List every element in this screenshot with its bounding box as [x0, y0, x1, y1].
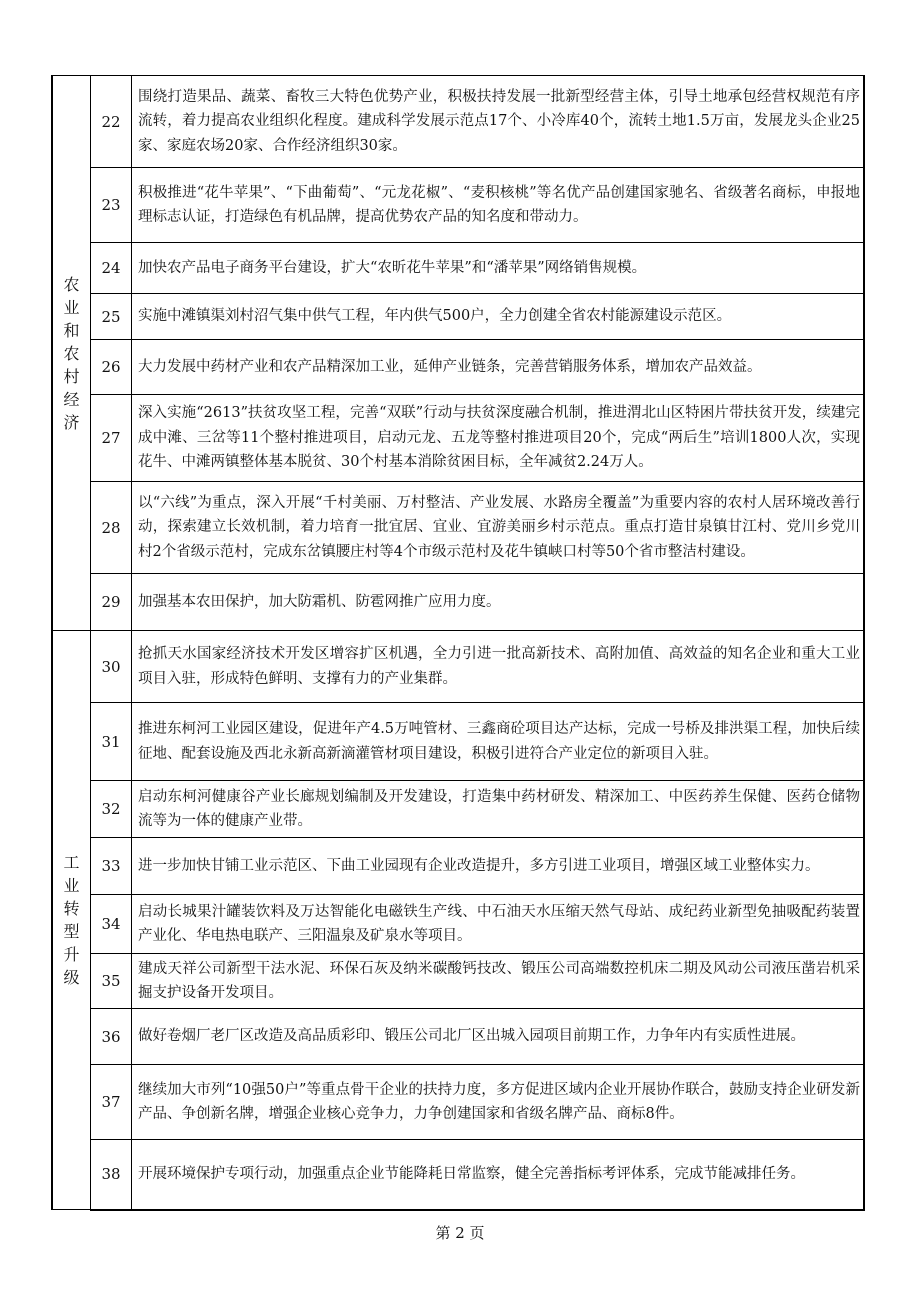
row-text: 积极推进“花牛苹果”、“下曲葡萄”、“元龙花椒”、“麦积核桃”等名优产品创建国家驰名、省级著名商标，申报地理标志认证，打造绿色有机品牌，提高优势农产品的知名度和带动力。	[132, 168, 865, 243]
row-number: 31	[91, 703, 132, 781]
category-cell	[52, 631, 91, 1210]
row-number: 25	[91, 294, 132, 340]
row-text: 启动东柯河健康谷产业长廊规划编制及开发建设，打造集中药材研发、精深加工、中医药养生保健、医药仓储物流等为一体的健康产业带。	[132, 781, 865, 838]
category-cell	[52, 76, 91, 631]
table-row	[52, 294, 864, 340]
row-text: 抢抓天水国家经济技术开发区增容扩区机遇，全力引进一批高新技术、高附加值、高效益的知名企业和重大工业项目入驻，形成特色鲜明、支撑有力的产业集群。	[132, 631, 865, 703]
row-number: 22	[91, 76, 132, 168]
row-number: 33	[91, 838, 132, 895]
row-text: 做好卷烟厂老厂区改造及高品质彩印、锻压公司北厂区出城入园项目前期工作，力争年内有实质性进展。	[132, 1009, 865, 1065]
table-row	[52, 482, 864, 574]
table-row	[52, 574, 864, 631]
row-number: 34	[91, 895, 132, 954]
table-row	[52, 703, 864, 781]
row-number: 30	[91, 631, 132, 703]
table-row	[52, 1140, 864, 1210]
row-text: 进一步加快甘铺工业示范区、下曲工业园现有企业改造提升，多方引进工业项目，增强区域工业整体实力。	[132, 838, 865, 895]
category-label: 工业转型升级	[63, 853, 80, 987]
row-text: 围绕打造果品、蔬菜、畜牧三大特色优势产业，积极扶持发展一批新型经营主体，引导土地承包经营权规范有序流转，着力提高农业组织化程度。建成科学发展示范点17个、小冷库40个，流转土地1.5万亩，发展龙头企业25家、家庭农场20家、合作经济组织30家。	[132, 76, 865, 168]
row-text: 启动长城果汁罐装饮料及万达智能化电磁铁生产线、中石油天水压缩天然气母站、成纪药业新型免抽吸配药装置产业化、华电热电联产、三阳温泉及矿泉水等项目。	[132, 895, 865, 954]
table-row	[52, 1009, 864, 1065]
plan-table	[51, 75, 865, 1211]
page-number: 第 2 页	[435, 1224, 485, 1242]
row-text: 推进东柯河工业园区建设，促进年产4.5万吨管材、三鑫商砼项目达产达标，完成一号桥及排洪渠工程，加快后续征地、配套设施及西北永新高新滴灌管材项目建设，积极引进符合产业定位的新项目入驻。	[132, 703, 865, 781]
row-number: 23	[91, 168, 132, 243]
row-text: 实施中滩镇渠刘村沼气集中供气工程，年内供气500户，全力创建全省农村能源建设示范区。	[132, 294, 865, 340]
row-text: 建成天祥公司新型干法水泥、环保石灰及纳米碳酸钙技改、锻压公司高端数控机床二期及风动公司液压凿岩机采掘支护设备开发项目。	[132, 954, 865, 1009]
row-text: 大力发展中药材产业和农产品精深加工业，延伸产业链条，完善营销服务体系，增加农产品效益。	[132, 340, 865, 395]
table-row	[52, 76, 864, 168]
table-row	[52, 395, 864, 482]
table-row	[52, 1065, 864, 1140]
row-number: 28	[91, 482, 132, 574]
row-number: 26	[91, 340, 132, 395]
table-row	[52, 781, 864, 838]
table-row	[52, 895, 864, 954]
row-text: 加强基本农田保护，加大防霜机、防雹网推广应用力度。	[132, 574, 865, 631]
row-number: 24	[91, 243, 132, 294]
row-number: 37	[91, 1065, 132, 1140]
row-text: 以“六线”为重点，深入开展“千村美丽、万村整洁、产业发展、水路房全覆盖”为重要内容的农村人居环境改善行动，探索建立长效机制，着力培育一批宜居、宜业、宜游美丽乡村示范点。重点打造甘泉镇甘江村、党川乡党川村2个省级示范村，完成东岔镇腰庄村等4个市级示范村及花牛镇峡口村等50个省市整洁村建设。	[132, 482, 865, 574]
table-row	[52, 243, 864, 294]
row-text: 加快农产品电子商务平台建设，扩大“农昕花牛苹果”和“潘苹果”网络销售规模。	[132, 243, 865, 294]
table-row	[52, 954, 864, 1009]
row-text: 继续加大市列“10强50户”等重点骨干企业的扶持力度，多方促进区域内企业开展协作联合，鼓励支持企业研发新产品、争创新名牌，增强企业核心竞争力，力争创建国家和省级名牌产品、商标8件。	[132, 1065, 865, 1140]
row-number: 35	[91, 954, 132, 1009]
row-number: 29	[91, 574, 132, 631]
row-text: 开展环境保护专项行动，加强重点企业节能降耗日常监察，健全完善指标考评体系，完成节能减排任务。	[132, 1140, 865, 1210]
row-number: 38	[91, 1140, 132, 1210]
table-row	[52, 631, 864, 703]
row-text: 深入实施“2613”扶贫攻坚工程，完善“双联”行动与扶贫深度融合机制，推进渭北山区特困片带扶贫开发，续建完成中滩、三岔等11个整村推进项目，启动元龙、五龙等整村推进项目20个，完成“两后生”培训1800人次，实现花牛、中滩两镇整体基本脱贫、30个村基本消除贫困目标，全年减贫2.24万人。	[132, 395, 865, 482]
table-row	[52, 168, 864, 243]
row-number: 32	[91, 781, 132, 838]
row-number: 27	[91, 395, 132, 482]
table-row	[52, 340, 864, 395]
table-row	[52, 838, 864, 895]
category-label: 农业和农村经济	[63, 274, 80, 432]
row-number: 36	[91, 1009, 132, 1065]
